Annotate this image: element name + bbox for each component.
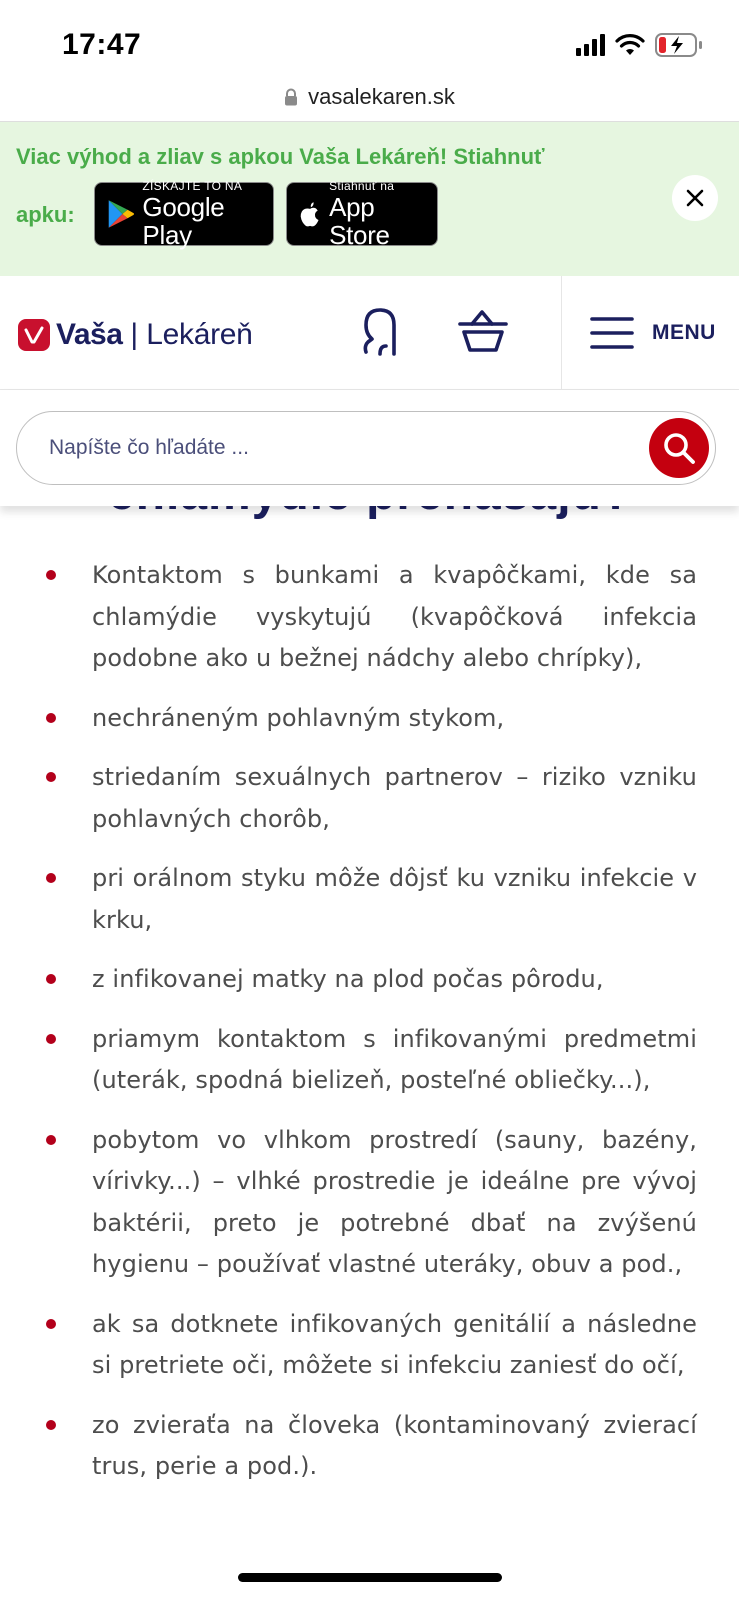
- bullet-dot-icon: [46, 772, 56, 782]
- google-play-big: Google Play: [142, 192, 225, 250]
- basket-icon: [456, 306, 510, 358]
- list-item-text: zo zvieraťa na človeka (kontaminovaný zvierací trus, perie a pod.).: [92, 1410, 697, 1480]
- home-indicator: [238, 1573, 502, 1582]
- app-store-small: Stiahnuť na: [329, 179, 395, 193]
- logo-separator: |: [130, 318, 139, 351]
- status-icons: [576, 33, 703, 57]
- status-time: 17:47: [62, 28, 142, 61]
- list-item: [0, 1120, 739, 1286]
- bullet-dot-icon: [46, 1420, 56, 1430]
- list-item-text: pobytom vo vlhkom prostredí (sauny, bazény, vírivky...) – vlhké prostredie je ideálne pre vývoj baktérii, preto je potrebné dbať na zvýšenú hygienu – používať vlastné uteráky, obuv a pod.,: [92, 1125, 697, 1278]
- promo-text: Viac výhod a zliav s apkou Vaša Lekáreň! Stiahnuť: [16, 144, 545, 169]
- google-play-icon: [107, 196, 134, 232]
- list-item-text: Kontaktom s bunkami a kvapôčkami, kde sa chlamýdie vyskytujú (kvapôčková infekcia podobne ako u bežnej nádchy alebo chrípky),: [92, 561, 697, 672]
- list-item: [0, 555, 739, 680]
- list-item-text: priamym kontaktom s infikovanými predmetmi (uterák, spodná bielizeň, posteľné obliečky...),: [92, 1024, 697, 1094]
- list-item-text: nechráneným pohlavným stykom,: [92, 703, 505, 732]
- list-item-text: ak sa dotknete infikovaných genitálií a následne si pretriete oči, môžete si infekciu zaniesť do očí,: [92, 1309, 697, 1379]
- user-icon: [358, 306, 410, 358]
- logo-vasa: Vaša: [56, 318, 123, 351]
- account-button[interactable]: [358, 306, 410, 358]
- list-item: [0, 757, 739, 840]
- cart-button[interactable]: [456, 306, 508, 358]
- url-domain: vasalekaren.sk: [308, 83, 455, 109]
- search-button[interactable]: [649, 418, 709, 478]
- search-bar: [0, 390, 739, 506]
- list-item-text: striedaním sexuálnych partnerov – riziko vzniku pohlavných chorôb,: [92, 763, 697, 833]
- list-item: [0, 1304, 739, 1387]
- app-store-text: [329, 179, 425, 249]
- search-input[interactable]: [16, 411, 716, 485]
- google-play-small: ZÍSKAJTE TO NA: [142, 179, 243, 193]
- search-icon: [662, 431, 696, 465]
- app-promo-banner: [0, 122, 739, 276]
- google-play-button[interactable]: [94, 179, 274, 250]
- list-item: [0, 1019, 739, 1102]
- bullet-dot-icon: [46, 713, 56, 723]
- bullet-dot-icon: [46, 1319, 56, 1329]
- app-store-big: App Store: [329, 192, 390, 250]
- app-store-button[interactable]: [286, 179, 438, 250]
- transmission-list: [0, 555, 739, 1488]
- promo-close-button[interactable]: [672, 175, 718, 221]
- menu-button[interactable]: [561, 276, 739, 390]
- bullet-dot-icon: [46, 974, 56, 984]
- signal-icon: [576, 34, 605, 56]
- bullet-dot-icon: [46, 570, 56, 580]
- menu-label: MENU: [652, 321, 716, 344]
- search-placeholder: Napíšte čo hľadáte ...: [49, 436, 249, 459]
- list-item: [0, 1405, 739, 1488]
- url-bar[interactable]: [0, 72, 739, 122]
- close-icon: [686, 189, 704, 207]
- wifi-icon: [615, 34, 645, 56]
- site-header: [0, 276, 739, 390]
- article-content: [0, 555, 739, 1506]
- list-item-text: z infikovanej matky na plod počas pôrodu,: [92, 965, 604, 993]
- bullet-dot-icon: [46, 873, 56, 883]
- list-item: [0, 698, 739, 740]
- list-item-text: pri orálnom styku môže dôjsť ku vzniku infekcie v krku,: [92, 864, 697, 934]
- status-bar: [0, 0, 739, 72]
- promo-text-apku: apku:: [16, 202, 75, 227]
- google-play-text: [142, 179, 261, 249]
- list-item: [0, 858, 739, 941]
- battery-charging-icon: [655, 33, 703, 57]
- logo-lekaren: Lekáreň: [146, 318, 253, 351]
- apple-icon: [299, 198, 321, 230]
- lock-icon: [284, 88, 298, 106]
- logo-heart-icon: [18, 319, 50, 351]
- hamburger-icon: [590, 316, 634, 350]
- list-item: [0, 959, 739, 1001]
- bullet-dot-icon: [46, 1034, 56, 1044]
- bullet-dot-icon: [46, 1135, 56, 1145]
- site-logo[interactable]: [18, 318, 253, 352]
